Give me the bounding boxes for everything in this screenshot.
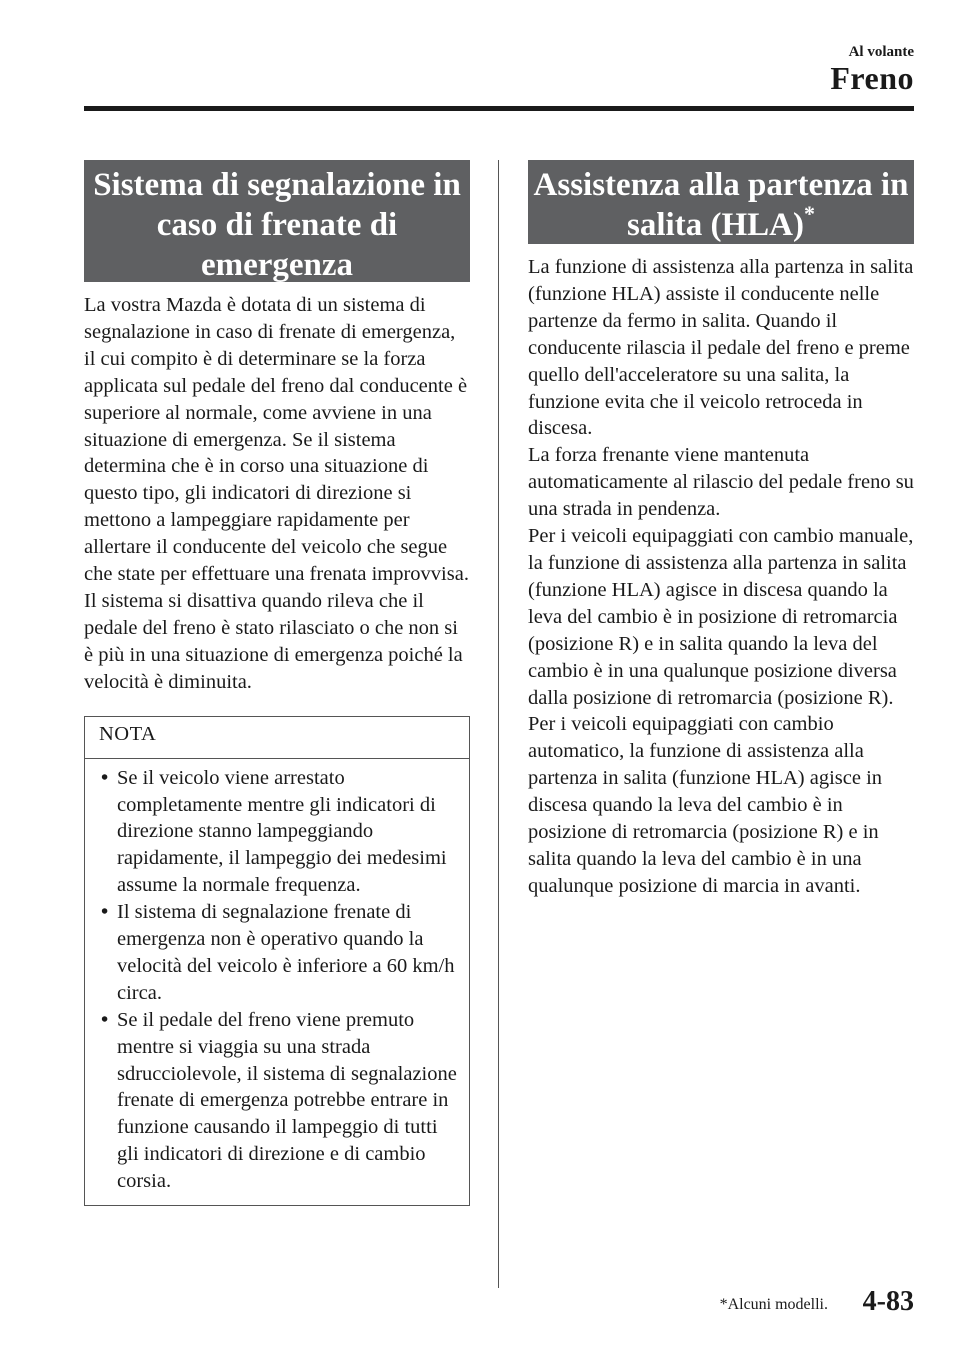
page-title: Freno [830,60,914,96]
section-heading-emergency-signal: Sistema di segnalazione in caso di frenate di emergenza [84,160,470,282]
note-body [85,759,469,1206]
left-column [84,160,470,1206]
paragraph: Il sistema si disattiva quando rileva che il pedale del freno è stato rilasciato o che non si è più in una situazione di emergenza poiché la velocità è diminuita. [84,589,463,693]
paragraph: Per i veicoli equipaggiati con cambio automatico, la funzione di assistenza alla partenza in salita (funzione HLA) agisce in discesa quando la leva del cambio è in posizione di retromarcia (posizione R) e in salita quando la leva del cambio è in una qualunque posizione di marcia in avanti. [528,713,883,897]
heading-text: Assistenza alla partenza in salita (HLA) [533,167,909,243]
bullet-icon: • [101,901,109,924]
section-label: Al volante [848,44,914,60]
paragraph: Per i veicoli equipaggiati con cambio manuale, la funzione di assistenza alla partenza in salita (funzione HLA) agisce in discesa quando la leva del cambio è in posizione di retromarcia (posizione R) e in salita quando la leva del cambio è in una qualunque posizione diversa dalla posizione di retromarcia (posizione R). [528,525,914,709]
note-item [99,765,457,900]
page-number: 4-83 [862,1286,914,1317]
note-box [84,716,470,1207]
note-item-text: Se il veicolo viene arrestato completamente mentre gli indicatori di direzione stanno lampeggiando rapidamente, il lampeggio dei medesimi assume la normale frequenza. [117,766,447,897]
paragraph: La vostra Mazda è dotata di un sistema di segnalazione in caso di frenate di emergenza, il cui compito è di determinare se la forza applicata sul pedale del freno dal conducente è superiore al normale, come avviene in una situazione di emergenza. Se il sistema determina che è in corso una situazione di questo tipo, gli indicatori di direzione si mettono a lampeggiare rapidamente per allertare il conducente del veicolo che segue che state per effettuare una frenata improvvisa. [84,294,469,586]
footnote: *Alcuni modelli. [719,1296,828,1313]
asterisk-mark: * [803,201,815,226]
note-item [99,899,457,1007]
note-item-text: Il sistema di segnalazione frenate di emergenza non è operativo quando la velocità del veicolo è inferiore a 60 km/h circa. [117,901,455,1004]
section-heading-hla [528,160,914,244]
note-item [99,1007,457,1195]
right-body [528,254,914,900]
column-divider [498,160,499,1288]
left-body [84,292,470,696]
note-item-text: Se il pedale del freno viene premuto mentre si viaggia su una strada sdrucciolevole, il sistema di segnalazione frenate di emergenza potrebbe entrare in funzione causando il lampeggio di tutti gli indicatori di direzione e di cambio corsia. [117,1008,457,1193]
paragraph: La forza frenante viene mantenuta automaticamente al rilascio del pedale freno su una strada in pendenza. [528,444,914,521]
bullet-icon: • [101,1008,109,1031]
right-column [528,160,914,900]
paragraph: La funzione di assistenza alla partenza in salita (funzione HLA) assiste il conducente nelle partenze da fermo in salita. Quando il conducente rilascia il pedale del freno e preme quello dell'acceleratore su una salita, la funzione evita che il veicolo retroceda in discesa. [528,256,914,440]
header-rule [84,106,914,111]
bullet-icon: • [101,766,109,789]
note-label: NOTA [85,717,469,759]
